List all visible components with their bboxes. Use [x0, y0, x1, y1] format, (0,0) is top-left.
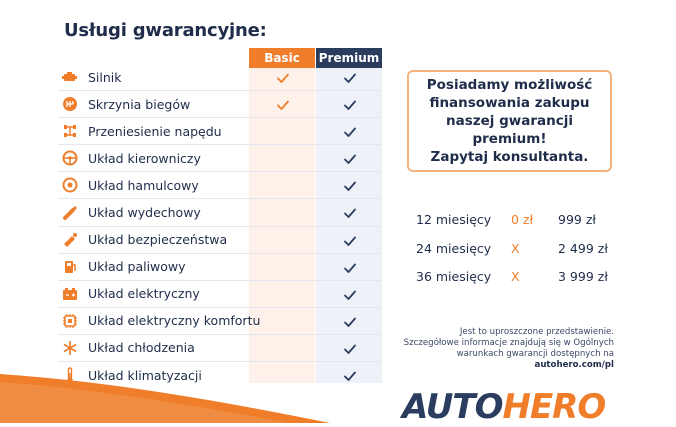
service-row: [58, 91, 381, 118]
premium-check-icon: [343, 151, 357, 165]
premium-check-icon: [343, 70, 357, 84]
brake-icon: [62, 177, 78, 193]
service-label: Układ wydechowy: [88, 205, 201, 221]
service-label: Układ elektryczny: [88, 286, 200, 302]
note-line-3-prefix: warunkach gwarancji dostępnych na: [456, 349, 614, 359]
price-basic: X: [511, 240, 520, 256]
price-premium: 2 499 zł: [558, 240, 608, 256]
premium-check-icon: [343, 233, 357, 247]
promo-text: Posiadamy możliwość finansowania zakupu naszej gwarancji premium! Zapytaj konsultanta.: [426, 77, 593, 165]
snowflake-icon: [62, 340, 78, 356]
premium-check-icon: [343, 124, 357, 138]
logo-auto: AUTO: [402, 387, 503, 427]
service-row: [58, 118, 381, 145]
financing-promo-box: [407, 70, 612, 172]
premium-check-icon: [343, 178, 357, 192]
premium-check-icon: [343, 341, 357, 355]
autohero-link[interactable]: autohero.com/pl: [534, 360, 614, 370]
service-label: Układ klimatyzacji: [88, 367, 202, 383]
service-label: Skrzynia biegów: [88, 96, 191, 112]
steering-wheel-icon: [62, 150, 78, 166]
price-months: 36 miesięcy: [416, 269, 492, 284]
basic-column-header: Basic: [249, 48, 315, 68]
price-table: [412, 212, 612, 298]
note-line-1: Jest to uproszczone przedstawienie.: [459, 327, 614, 337]
service-label: Układ elektryczny komfortu: [88, 313, 261, 329]
service-label: Układ chłodzenia: [88, 340, 195, 356]
price-row: [412, 269, 612, 298]
service-label: Przeniesienie napędu: [88, 123, 222, 139]
service-row: [58, 227, 381, 254]
price-premium: 999 zł: [558, 212, 596, 227]
page-title: Usługi gwarancyjne:: [64, 20, 267, 41]
engine-icon: [62, 69, 78, 85]
service-label: Układ kierowniczy: [88, 150, 201, 166]
price-basic: 0 zł: [511, 212, 534, 227]
premium-check-icon: [343, 260, 357, 274]
note-line-2: Szczegółowe informacje znajdują się w Ogólnych: [403, 338, 614, 348]
basic-check-icon: [276, 70, 290, 84]
service-label: Układ hamulcowy: [88, 177, 199, 193]
price-row: [412, 212, 612, 241]
basic-check-icon: [276, 97, 290, 111]
price-basic: X: [511, 269, 520, 284]
price-months: 24 miesięcy: [416, 240, 492, 256]
drivetrain-icon: [62, 123, 78, 139]
service-label: Układ bezpieczeństwa: [88, 232, 228, 248]
premium-check-icon: [343, 97, 357, 111]
logo-hero: HERO: [502, 387, 606, 427]
gearbox-icon: [62, 96, 78, 112]
battery-icon: [62, 286, 78, 302]
services-table: [58, 64, 381, 388]
price-months: 12 miesięcy: [416, 212, 492, 227]
service-label: Układ paliwowy: [88, 259, 186, 275]
price-row: [412, 241, 612, 270]
safety-icon: [62, 232, 78, 248]
price-premium: 3 999 zł: [558, 269, 608, 284]
service-row: [58, 145, 381, 172]
service-label: Silnik: [88, 69, 122, 85]
premium-check-icon: [343, 205, 357, 219]
premium-column-header: Premium: [316, 48, 382, 68]
premium-check-icon: [343, 314, 357, 328]
service-row: [58, 64, 381, 91]
chip-icon: [62, 313, 78, 329]
service-row: [58, 172, 381, 199]
fuel-pump-icon: [62, 259, 78, 275]
exhaust-icon: [62, 205, 78, 221]
service-row: [58, 199, 381, 226]
service-row: [58, 335, 381, 362]
service-row: [58, 308, 381, 335]
premium-check-icon: [343, 287, 357, 301]
service-row: [58, 254, 381, 281]
autohero-logo: [402, 387, 606, 427]
service-row: [58, 281, 381, 308]
